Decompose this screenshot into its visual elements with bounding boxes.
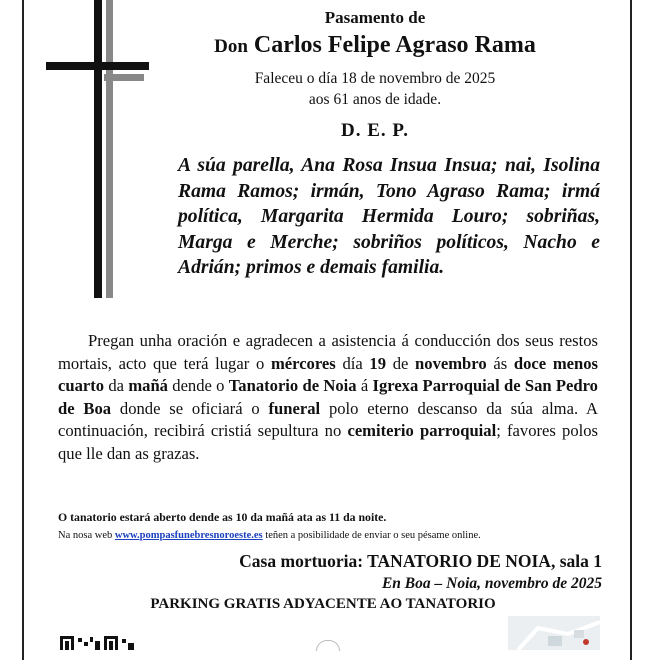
web-note-prefix: Na nosa web <box>58 530 115 541</box>
parking-note: PARKING GRATIS ADYACENTE AO TANATORIO <box>150 596 496 612</box>
body-part: da <box>104 376 129 396</box>
cross-shadow-vertical <box>106 0 113 298</box>
map-thumbnail[interactable] <box>508 616 600 650</box>
honorific: Don <box>214 36 248 57</box>
body-part: ás <box>486 353 514 373</box>
rip-label: D. E. P. <box>340 120 409 141</box>
body-part: ; favores polos que lle dan as grazas. <box>58 421 598 463</box>
qr-code-icon[interactable] <box>60 636 140 650</box>
web-note-suffix: teñen a posibilidade de enviar o seu pésame online. <box>262 530 481 541</box>
cross-horizontal <box>46 62 149 70</box>
body-bold: funeral <box>268 398 321 418</box>
place-date: En Boa – Noia, novembro de 2025 <box>381 575 602 592</box>
casa-mortuoria: Casa mortuoria: TANATORIO DE NOIA, sala 1 <box>239 551 602 571</box>
body-part: donde se oficiará o <box>111 398 269 418</box>
tanatorio-hours: O tanatorio estará aberto dende as 10 da mañá ata as 11 da noite. <box>58 510 387 524</box>
body-part: polo eterno descanso da súa alma. A continuación, recibirá cristiá sepultura no <box>58 398 598 441</box>
deceased-full-name: Carlos Felipe Agraso Rama <box>253 32 536 58</box>
body-bold: mañá <box>128 376 168 396</box>
death-date: Faleceu o día 18 de novembro de 2025 <box>254 70 496 87</box>
body-part: día <box>335 353 370 373</box>
ceremony-text <box>58 330 598 466</box>
pasamento-heading: Pasamento de <box>324 8 426 27</box>
body-part: á <box>356 376 373 396</box>
body-bold: novembro <box>415 353 487 373</box>
family-list: A súa parella, Ana Rosa Insua Insua; nai, Isolina Rama Ramos; irmán, Tono Agraso Rama; irmá política, Margarita Hermida Louro; sobriñas, Marga e Merche; sobriños políticos, Nacho e Adrián; primos e demais familia. <box>178 155 600 278</box>
website-link[interactable]: www.pompasfunebresnoroeste.es <box>114 530 263 541</box>
body-bold: Tanatorio de Noia <box>228 376 357 396</box>
age: aos 61 anos de idade. <box>308 91 442 108</box>
cross-shadow-horizontal <box>104 74 144 81</box>
body-bold: cemiterio parroquial <box>347 421 497 441</box>
web-note <box>58 530 598 541</box>
body-bold: Igrexa Parroquial de San Pedro de Boa <box>58 376 598 418</box>
cross-vertical <box>94 0 102 298</box>
body-part: Pregan unha oración e agradecen a asistencia á conducción dos seus restos mortais, acto que terá lugar o <box>58 331 598 373</box>
body-bold: 19 <box>369 353 386 373</box>
body-bold: doce menos cuarto <box>58 353 598 396</box>
deceased-name <box>150 32 600 59</box>
body-bold: mércores <box>270 353 336 373</box>
body-part: dende o <box>167 376 229 396</box>
body-part: de <box>386 353 416 373</box>
